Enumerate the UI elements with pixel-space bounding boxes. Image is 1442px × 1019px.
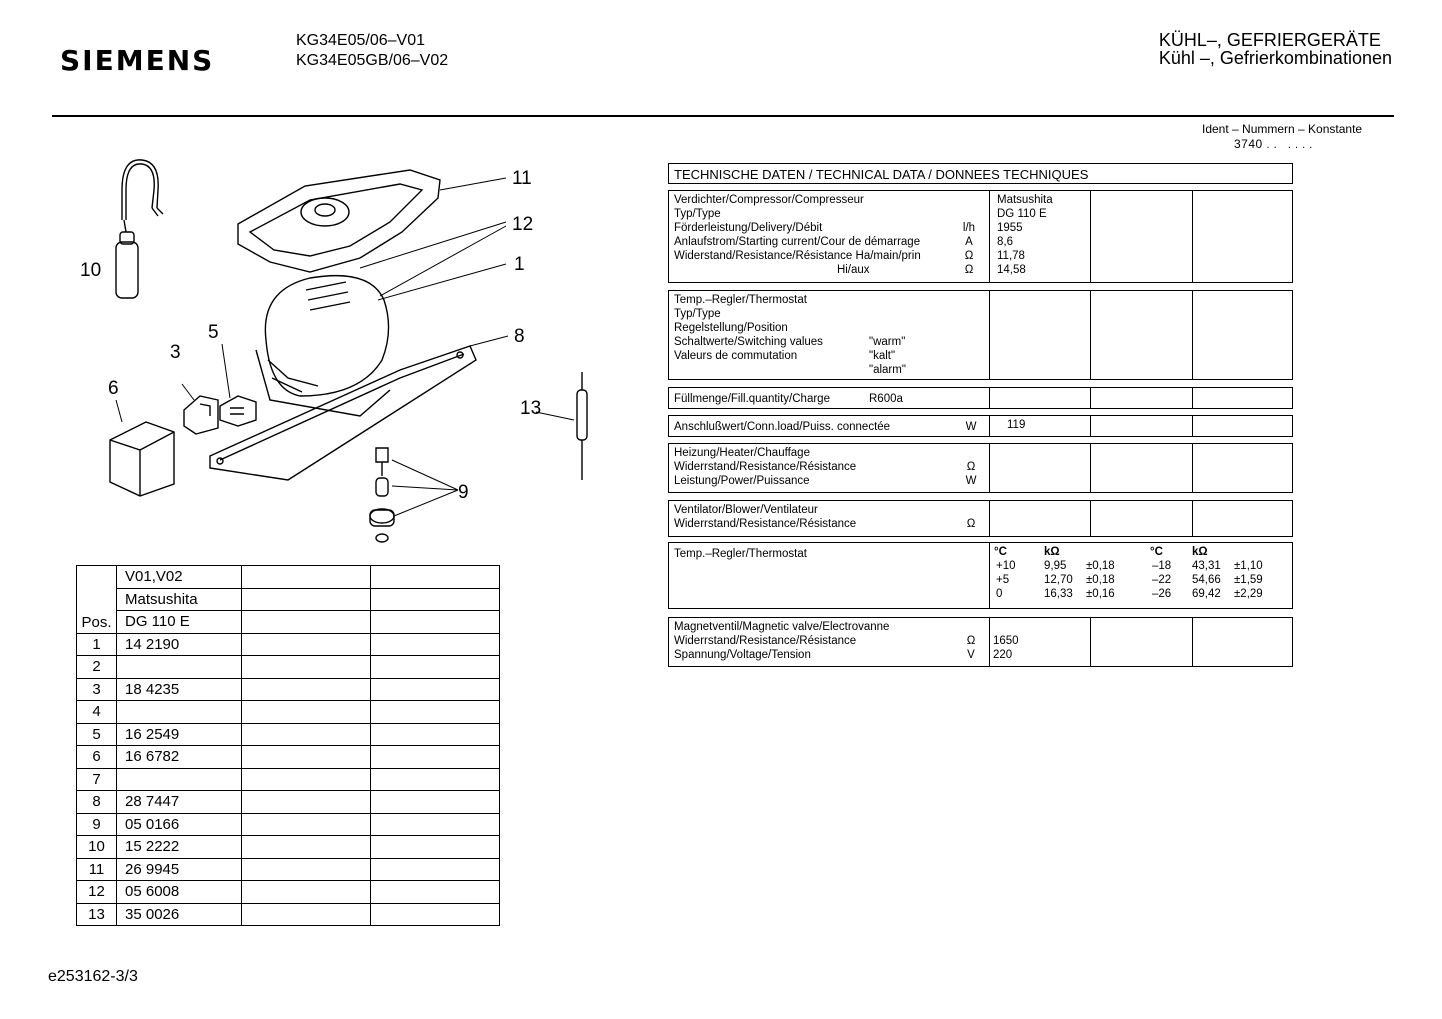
callout-3: 3	[170, 342, 181, 363]
callout-11: 11	[512, 168, 532, 189]
callout-9: 9	[458, 482, 469, 503]
thermostat-curve-row	[994, 545, 1284, 559]
callout-6: 6	[108, 378, 119, 399]
magnetic-valve-section	[668, 617, 1293, 667]
ident-dots: . . . . . .	[1266, 139, 1313, 151]
thermostat-labels: Temp.–Regler/Thermostat Typ/Type Regelstellung/Position Schaltwerte/Switching values Valeurs de commutation	[674, 294, 823, 362]
parts-header-row	[77, 566, 500, 589]
empty-cell	[371, 836, 500, 859]
callout-8: 8	[514, 326, 525, 347]
parts-row	[77, 813, 500, 836]
parts-row	[77, 678, 500, 701]
callout-1: 1	[514, 254, 525, 275]
thermostat-curve-section	[668, 542, 1293, 609]
column-divider	[989, 618, 990, 666]
compressor-labels: Verdichter/Compressor/Compresseur Typ/Type Förderleistung/Delivery/Débit Anlaufstrom/Starting current/Cour de démarrage Widerstand/Resistance/Résistance Ha/main/prin Hi/aux	[674, 194, 921, 276]
column-divider	[1090, 444, 1091, 492]
pos-cell: 13	[77, 903, 117, 926]
mounting-part-9	[370, 448, 394, 542]
empty-cell	[371, 588, 500, 611]
parts-row	[77, 903, 500, 926]
thermostat-curve-row	[994, 587, 1284, 601]
column-divider	[1192, 501, 1193, 536]
parts-header-row	[77, 588, 500, 611]
empty-cell	[371, 768, 500, 791]
column-divider	[1192, 416, 1193, 436]
empty-cell	[371, 566, 500, 589]
capacitor-part-10	[116, 160, 163, 298]
column-divider	[1192, 388, 1193, 408]
empty-cell	[242, 791, 371, 814]
compressor-values: Matsushita DG 110 E 1955 8,6 11,78 14,58	[997, 194, 1053, 276]
parts-row	[77, 858, 500, 881]
pos-cell: 3	[77, 678, 117, 701]
empty-cell	[371, 611, 500, 634]
compressor-type-header: DG 110 E	[117, 611, 242, 634]
parts-list-table	[76, 565, 500, 926]
connected-load-label: Anschlußwert/Conn.load/Puiss. connectée	[674, 421, 891, 433]
thermostat-curve-cell: 9,95	[1044, 560, 1067, 572]
empty-cell	[242, 633, 371, 656]
empty-cell	[242, 723, 371, 746]
connected-load-value: 119	[1007, 419, 1026, 431]
empty-cell	[371, 723, 500, 746]
heater-section	[668, 443, 1293, 493]
parts-row	[77, 768, 500, 791]
parts-header-row	[77, 611, 500, 634]
connected-load-unit: W	[965, 421, 977, 433]
column-divider	[1090, 416, 1091, 436]
empty-cell	[371, 903, 500, 926]
callout-10: 10	[80, 260, 102, 281]
thermostat-curve-row	[994, 559, 1284, 573]
column-divider	[1090, 618, 1091, 666]
empty-cell	[371, 791, 500, 814]
appliance-category	[1159, 31, 1392, 67]
thermostat-curve-cell: 54,66	[1192, 574, 1221, 586]
callout-13: 13	[520, 398, 542, 419]
category-line-2: Kühl –, Gefrierkombinationen	[1158, 48, 1392, 68]
callout-5: 5	[208, 322, 219, 343]
overload-part-5	[220, 396, 256, 426]
column-divider	[1090, 501, 1091, 536]
blower-units: Ω	[966, 518, 976, 530]
part-number-cell: 15 2222	[117, 836, 242, 859]
pos-cell: 8	[77, 791, 117, 814]
thermostat-curve-cell: ±0,18	[1086, 574, 1115, 586]
parts-row	[77, 701, 500, 724]
pos-cell: 9	[77, 813, 117, 836]
thermostat-curve-cell: –18	[1152, 560, 1172, 572]
magnetic-valve-labels: Magnetventil/Magnetic valve/Electrovanne Widerrstand/Resistance/Résistance Spannung/Voltage/Tension	[674, 621, 890, 661]
part-number-cell	[117, 656, 242, 679]
part-number-cell	[117, 701, 242, 724]
pos-cell: 1	[77, 633, 117, 656]
empty-cell	[242, 881, 371, 904]
ident-number-line	[1202, 137, 1362, 153]
thermostat-curve-cell: kΩ	[1192, 546, 1208, 558]
part-number-cell: 14 2190	[117, 633, 242, 656]
thermostat-curve-cell: ±2,29	[1234, 588, 1263, 600]
part-number-cell: 18 4235	[117, 678, 242, 701]
empty-cell	[242, 701, 371, 724]
thermostat-curve-cell: kΩ	[1044, 546, 1060, 558]
column-divider	[989, 191, 990, 282]
parts-row	[77, 881, 500, 904]
magnetic-valve-units: Ω V	[966, 635, 976, 661]
column-divider	[1090, 291, 1091, 379]
part-number-cell: 05 0166	[117, 813, 242, 836]
empty-cell	[242, 588, 371, 611]
model-numbers	[296, 31, 448, 71]
pos-header-cell: Pos.	[77, 566, 117, 634]
pos-cell: 2	[77, 656, 117, 679]
exploded-parts-drawing	[60, 150, 620, 560]
pos-cell: 11	[77, 858, 117, 881]
column-divider	[1192, 444, 1193, 492]
thermostat-curve-cell: 43,31	[1192, 560, 1221, 572]
empty-cell	[242, 813, 371, 836]
callout-12: 12	[512, 214, 534, 235]
parts-row	[77, 791, 500, 814]
parts-row	[77, 633, 500, 656]
technical-data-title: TECHNISCHE DATEN / TECHNICAL DATA / DONNEES TECHNIQUES	[668, 163, 1293, 184]
part-number-cell: 26 9945	[117, 858, 242, 881]
column-divider	[1192, 618, 1193, 666]
thermostat-curve-cell: ±1,59	[1234, 574, 1263, 586]
thermostat-curve-cell: +10	[996, 560, 1016, 572]
column-divider	[1090, 191, 1091, 282]
ident-label: Ident – Nummern – Konstante	[1202, 122, 1363, 136]
empty-cell	[242, 768, 371, 791]
drier-part-13	[577, 372, 587, 480]
thermostat-curve-cell: °C	[994, 546, 1007, 558]
connected-load-section	[668, 415, 1293, 437]
empty-cell	[242, 611, 371, 634]
thermostat-curve-cell: –22	[1152, 574, 1172, 586]
blower-section	[668, 500, 1293, 537]
part-number-cell: 35 0026	[117, 903, 242, 926]
empty-cell	[371, 633, 500, 656]
thermostat-curve-cell: ±0,16	[1086, 588, 1115, 600]
category-line-1: KÜHL–, GEFRIERGERÄTE	[1158, 30, 1381, 50]
ident-number: 3740	[1234, 137, 1263, 151]
pos-cell: 12	[77, 881, 117, 904]
column-divider	[1192, 291, 1193, 379]
column-divider	[1090, 388, 1091, 408]
compressor-part-1	[256, 276, 390, 416]
column-divider	[989, 291, 990, 379]
thermostat-curve-cell: –26	[1152, 588, 1172, 600]
empty-cell	[371, 746, 500, 769]
thermostat-curve-cell: 69,42	[1192, 588, 1221, 600]
part-number-cell: 16 6782	[117, 746, 242, 769]
part-number-cell: 28 7447	[117, 791, 242, 814]
pos-cell: 5	[77, 723, 117, 746]
empty-cell	[242, 903, 371, 926]
empty-cell	[242, 656, 371, 679]
cover-part-6	[110, 422, 174, 496]
column-divider	[1192, 191, 1193, 282]
pos-cell: 7	[77, 768, 117, 791]
thermostat-curve-table	[994, 545, 1284, 601]
pos-cell: 10	[77, 836, 117, 859]
pos-cell: 4	[77, 701, 117, 724]
column-divider	[989, 501, 990, 536]
magnetic-valve-values: 1650 220	[993, 635, 1019, 661]
parts-row	[77, 723, 500, 746]
thermostat-settings: "warm" "kalt" "alarm"	[869, 336, 906, 376]
charge-label: Füllmenge/Fill.quantity/Charge	[674, 393, 830, 405]
variant-header: V01,V02	[117, 566, 242, 589]
blower-labels: Ventilator/Blower/Ventilateur Widerrstand/Resistance/Résistance	[674, 504, 857, 530]
empty-cell	[371, 813, 500, 836]
column-divider	[989, 388, 990, 408]
heater-labels: Heizung/Heater/Chauffage Widerrstand/Resistance/Résistance Leistung/Power/Puissance	[674, 447, 857, 487]
refrigerant-value: R600a	[869, 393, 903, 405]
header-divider	[52, 115, 1394, 117]
thermostat-curve-cell: 0	[996, 588, 1003, 600]
empty-cell	[371, 678, 500, 701]
compressor-units: l/h A Ω Ω	[962, 222, 976, 276]
empty-cell	[242, 678, 371, 701]
column-divider	[989, 416, 990, 436]
part-number-cell	[117, 768, 242, 791]
relay-part-3	[184, 396, 218, 434]
manufacturer-header: Matsushita	[117, 588, 242, 611]
model-line-1: KG34E05/06–V01	[296, 32, 425, 49]
column-divider	[989, 444, 990, 492]
empty-cell	[242, 858, 371, 881]
thermostat-curve-cell: ±0,18	[1086, 560, 1115, 572]
charge-section	[668, 387, 1293, 409]
thermostat-curve-cell: 16,33	[1044, 588, 1073, 600]
column-divider	[989, 543, 990, 608]
thermostat-curve-cell: 12,70	[1044, 574, 1073, 586]
pos-cell: 6	[77, 746, 117, 769]
empty-cell	[242, 566, 371, 589]
thermostat-curve-cell: ±1,10	[1234, 560, 1263, 572]
document-id: e253162-3/3	[48, 968, 138, 985]
leader-lines	[116, 178, 574, 516]
empty-cell	[371, 701, 500, 724]
parts-row	[77, 746, 500, 769]
empty-cell	[371, 656, 500, 679]
empty-cell	[242, 836, 371, 859]
parts-row	[77, 656, 500, 679]
tray-part-11	[238, 170, 440, 272]
compressor-section	[668, 190, 1293, 283]
thermostat-curve-label: Temp.–Regler/Thermostat	[674, 548, 807, 560]
empty-cell	[371, 881, 500, 904]
model-line-2: KG34E05GB/06–V02	[296, 52, 449, 69]
heater-units: Ω W	[965, 461, 977, 487]
thermostat-curve-row	[994, 573, 1284, 587]
siemens-logo: SIEMENS	[60, 44, 215, 77]
parts-row	[77, 836, 500, 859]
thermostat-curve-cell	[1234, 545, 1284, 559]
part-number-cell: 16 2549	[117, 723, 242, 746]
empty-cell	[371, 858, 500, 881]
thermostat-curve-cell	[1086, 545, 1150, 559]
part-number-cell: 05 6008	[117, 881, 242, 904]
thermostat-curve-cell: °C	[1150, 546, 1163, 558]
thermostat-section	[668, 290, 1293, 380]
thermostat-curve-cell: +5	[996, 574, 1010, 586]
ident-constant	[1202, 122, 1362, 153]
empty-cell	[242, 746, 371, 769]
